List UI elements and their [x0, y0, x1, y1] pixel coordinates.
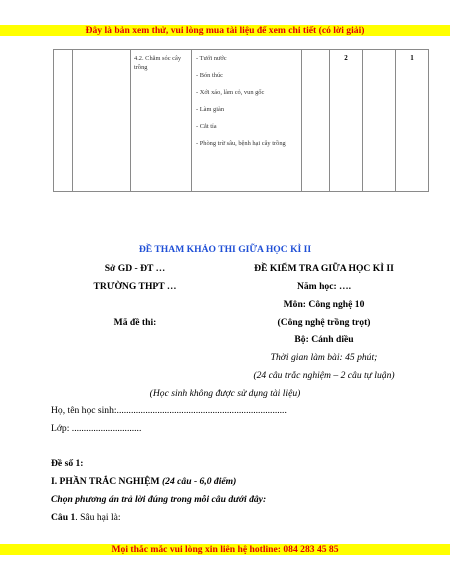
exam-name: ĐỀ KIỂM TRA GIỮA HỌC KÌ II	[254, 263, 394, 274]
table-cell-items	[192, 50, 302, 192]
table-cell-topic	[131, 50, 192, 192]
structure-label: (24 câu trắc nghiệm – 2 câu tự luận)	[253, 370, 395, 381]
table-cell-empty	[54, 50, 73, 192]
school-label: TRƯỜNG THPT …	[93, 281, 177, 292]
list-item: - Làm giàn	[196, 106, 225, 113]
time-label: Thời gian làm bài: 45 phút;	[270, 352, 378, 363]
table-cell-empty	[302, 50, 330, 192]
hotline-banner	[0, 544, 450, 555]
exam-number: Đề số 1:	[51, 458, 84, 469]
list-item: - Bón thúc	[196, 72, 223, 79]
instruction-text: Chọn phương án trả lời đúng trong mỗi câu dưới đây:	[51, 494, 267, 505]
section-title: I. PHẦN TRẮC NGHIỆM	[51, 476, 160, 487]
question-1-label: Câu 1	[51, 512, 76, 523]
list-item: - Tưới nước	[196, 55, 227, 62]
class-line: Lớp: .............................	[51, 423, 142, 434]
question-1	[51, 512, 121, 524]
list-item: - Phòng trừ sâu, bệnh hại cây trồng	[196, 140, 286, 147]
question-1-text: . Sâu hại là:	[75, 512, 121, 523]
hotline-text: Mọi thắc mắc vui lòng xin liên hệ hotline: 084 283 45 85	[111, 544, 339, 555]
list-item: - Xới xáo, làm cỏ, vun gốc	[196, 89, 265, 96]
exam-note: (Học sinh không được sử dụng tài liệu)	[149, 388, 301, 399]
section-meta: (24 câu - 6,0 điểm)	[161, 476, 237, 487]
list-item: - Cắt tỉa	[196, 123, 217, 130]
section-heading	[51, 476, 236, 488]
student-name-line: Họ, tên học sinh:.......................................................................	[51, 405, 287, 416]
table-cell-count-b: 1	[396, 50, 429, 192]
topic-text: 4.2. Chăm sóc cây trồng	[134, 55, 182, 71]
preview-notice-banner	[0, 25, 450, 36]
table-cell-empty	[363, 50, 396, 192]
department-label: Sở GD - ĐT …	[104, 263, 166, 274]
preview-notice-text: Đây là bản xem thử, vui lòng mua tài liệu để xem chi tiết (có lời giải)	[85, 25, 365, 36]
book-label: Bộ: Cánh diều	[294, 334, 354, 345]
subject-label: Môn: Công nghệ 10	[283, 299, 365, 310]
table-cell-count-a: 2	[330, 50, 363, 192]
table-row	[54, 50, 429, 192]
content-matrix-table	[53, 49, 429, 192]
school-year: Năm học: ….	[296, 281, 352, 292]
table-cell-empty	[73, 50, 131, 192]
exam-heading: ĐỀ THAM KHẢO THI GIỮA HỌC KÌ II	[138, 244, 312, 255]
subject-sub-label: (Công nghệ trồng trọt)	[277, 317, 371, 328]
exam-code-label: Mã đề thi:	[113, 317, 157, 328]
